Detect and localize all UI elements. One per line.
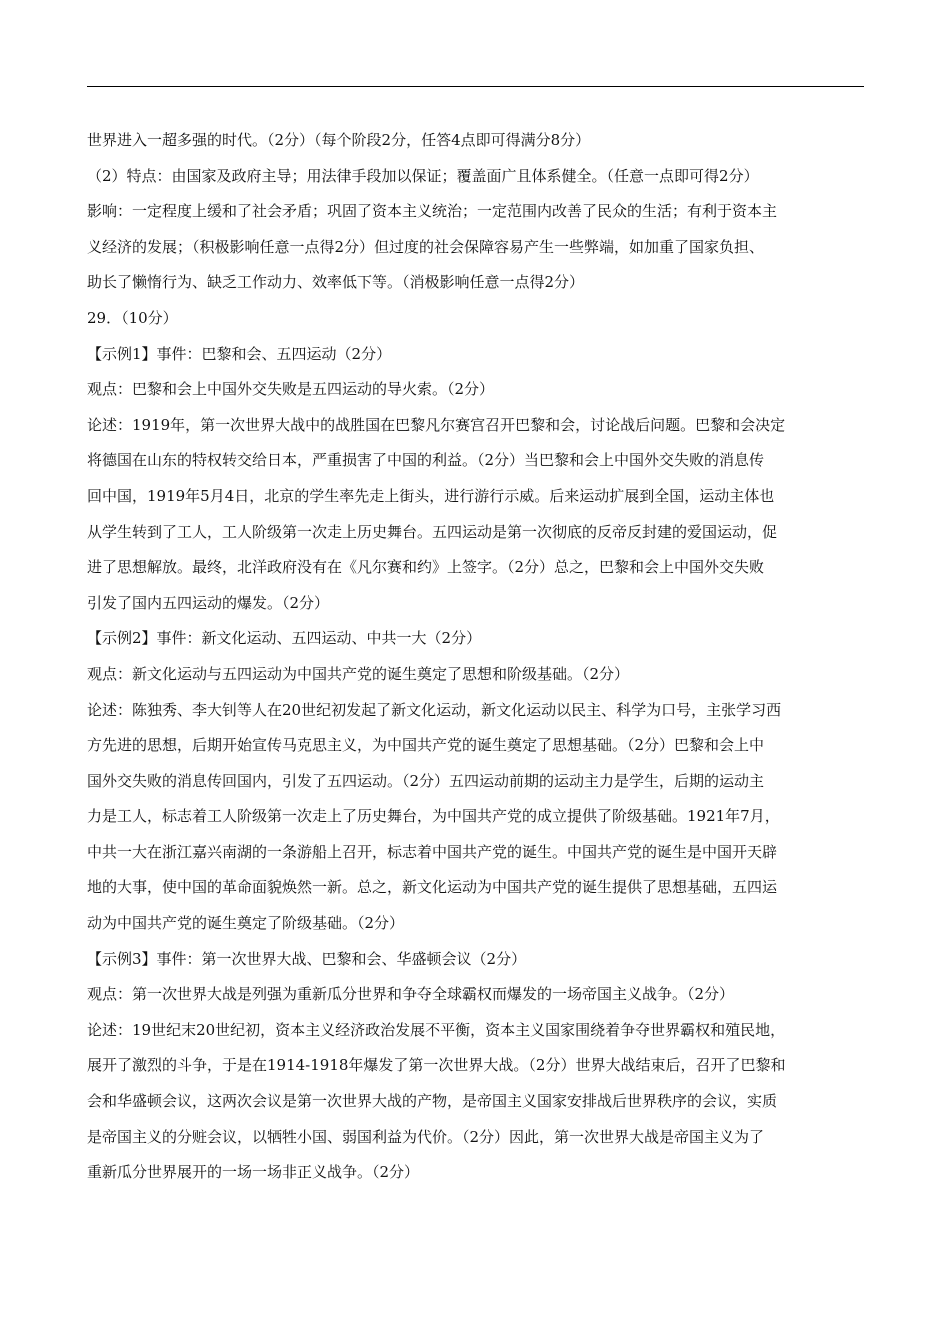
- text-line: 影响：一定程度上缓和了社会矛盾；巩固了资本主义统治；一定范围内改善了民众的生活；有利于资本主: [87, 202, 778, 221]
- text-line: 回中国，1919年5月4日，北京的学生率先走上街头，进行游行示威。后来运动扩展到全国，运动主体也: [87, 486, 775, 505]
- text-line: 观点：第一次世界大战是列强为重新瓜分世界和争夺全球霸权而爆发的一场帝国主义战争。（2分）: [87, 985, 735, 1004]
- example-3-heading: 【示例3】事件：第一次世界大战、巴黎和会、华盛顿会议（2分）: [87, 949, 527, 968]
- question-number: 29．（10分）: [87, 308, 178, 327]
- text-line: 重新瓜分世界展开的一场一场非正义战争。（2分）: [87, 1163, 420, 1182]
- text-line: 从学生转到了工人，工人阶级第一次走上历史舞台。五四运动是第一次彻底的反帝反封建的爱国运动，促: [87, 522, 778, 541]
- text-line: 观点：新文化运动与五四运动为中国共产党的诞生奠定了思想和阶级基础。（2分）: [87, 664, 630, 683]
- text-line: 中共一大在浙江嘉兴南湖的一条游船上召开，标志着中国共产党的诞生。中国共产党的诞生是中国开天辟: [87, 842, 778, 861]
- text-line: 力是工人，标志着工人阶级第一次走上了历史舞台，为中国共产党的成立提供了阶级基础。1921年7月，: [87, 807, 780, 826]
- text-line: 论述：19世纪末20世纪初，资本主义经济政治发展不平衡，资本主义国家围绕着争夺世界霸权和殖民地，: [87, 1020, 786, 1039]
- text-line: 助长了懒惰行为、缺乏工作动力、效率低下等。（消极影响任意一点得2分）: [87, 273, 585, 292]
- answer-text-body: [87, 123, 864, 1191]
- text-line: 会和华盛顿会议，这两次会议是第一次世界大战的产物，是帝国主义国家安排战后世界秩序的会议，实质: [87, 1092, 778, 1111]
- text-line: 观点：巴黎和会上中国外交失败是五四运动的导火索。（2分）: [87, 380, 495, 399]
- example-1-heading: 【示例1】事件：巴黎和会、五四运动（2分）: [87, 344, 392, 363]
- text-line: 将德国在山东的特权转交给日本，严重损害了中国的利益。（2分）当巴黎和会上中国外交失败的消息传: [87, 451, 765, 470]
- text-line: （2）特点：由国家及政府主导；用法律手段加以保证；覆盖面广且体系健全。（任意一点即可得2分）: [87, 166, 759, 185]
- text-line: 动为中国共产党的诞生奠定了阶级基础。（2分）: [87, 914, 405, 933]
- header-rule: [87, 86, 864, 87]
- text-line: 义经济的发展；（积极影响任意一点得2分）但过度的社会保障容易产生一些弊端，如加重了国家负担、: [87, 237, 765, 256]
- example-2-heading: 【示例2】事件：新文化运动、五四运动、中共一大（2分）: [87, 629, 482, 648]
- text-line: 方先进的思想，后期开始宣传马克思主义，为中国共产党的诞生奠定了思想基础。（2分）巴黎和会上中: [87, 736, 765, 755]
- text-line: 地的大事，使中国的革命面貌焕然一新。总之，新文化运动为中国共产党的诞生提供了思想基础，五四运: [87, 878, 778, 897]
- text-line: 论述：陈独秀、李大钊等人在20世纪初发起了新文化运动，新文化运动以民主、科学为口号，主张学习西: [87, 700, 782, 719]
- text-line: 世界进入一超多强的时代。（2分）（每个阶段2分，任答4点即可得满分8分）: [87, 131, 591, 149]
- text-line: 国外交失败的消息传回国内，引发了五四运动。（2分）五四运动前期的运动主力是学生，后期的运动主: [87, 771, 765, 790]
- text-line: 展开了激烈的斗争，于是在1914-1918年爆发了第一次世界大战。（2分）世界大战结束后，召开了巴黎和: [87, 1056, 786, 1075]
- text-line: 进了思想解放。最终，北洋政府没有在《凡尔赛和约》上签字。（2分）总之，巴黎和会上中国外交失败: [87, 558, 765, 577]
- text-line: 论述：1919年，第一次世界大战中的战胜国在巴黎凡尔赛宫召开巴黎和会，讨论战后问题。巴黎和会决定: [87, 415, 786, 434]
- text-line: 引发了国内五四运动的爆发。（2分）: [87, 593, 330, 612]
- text-line: 是帝国主义的分赃会议，以牺牲小国、弱国利益为代价。（2分）因此，第一次世界大战是帝国主义为了: [87, 1127, 765, 1146]
